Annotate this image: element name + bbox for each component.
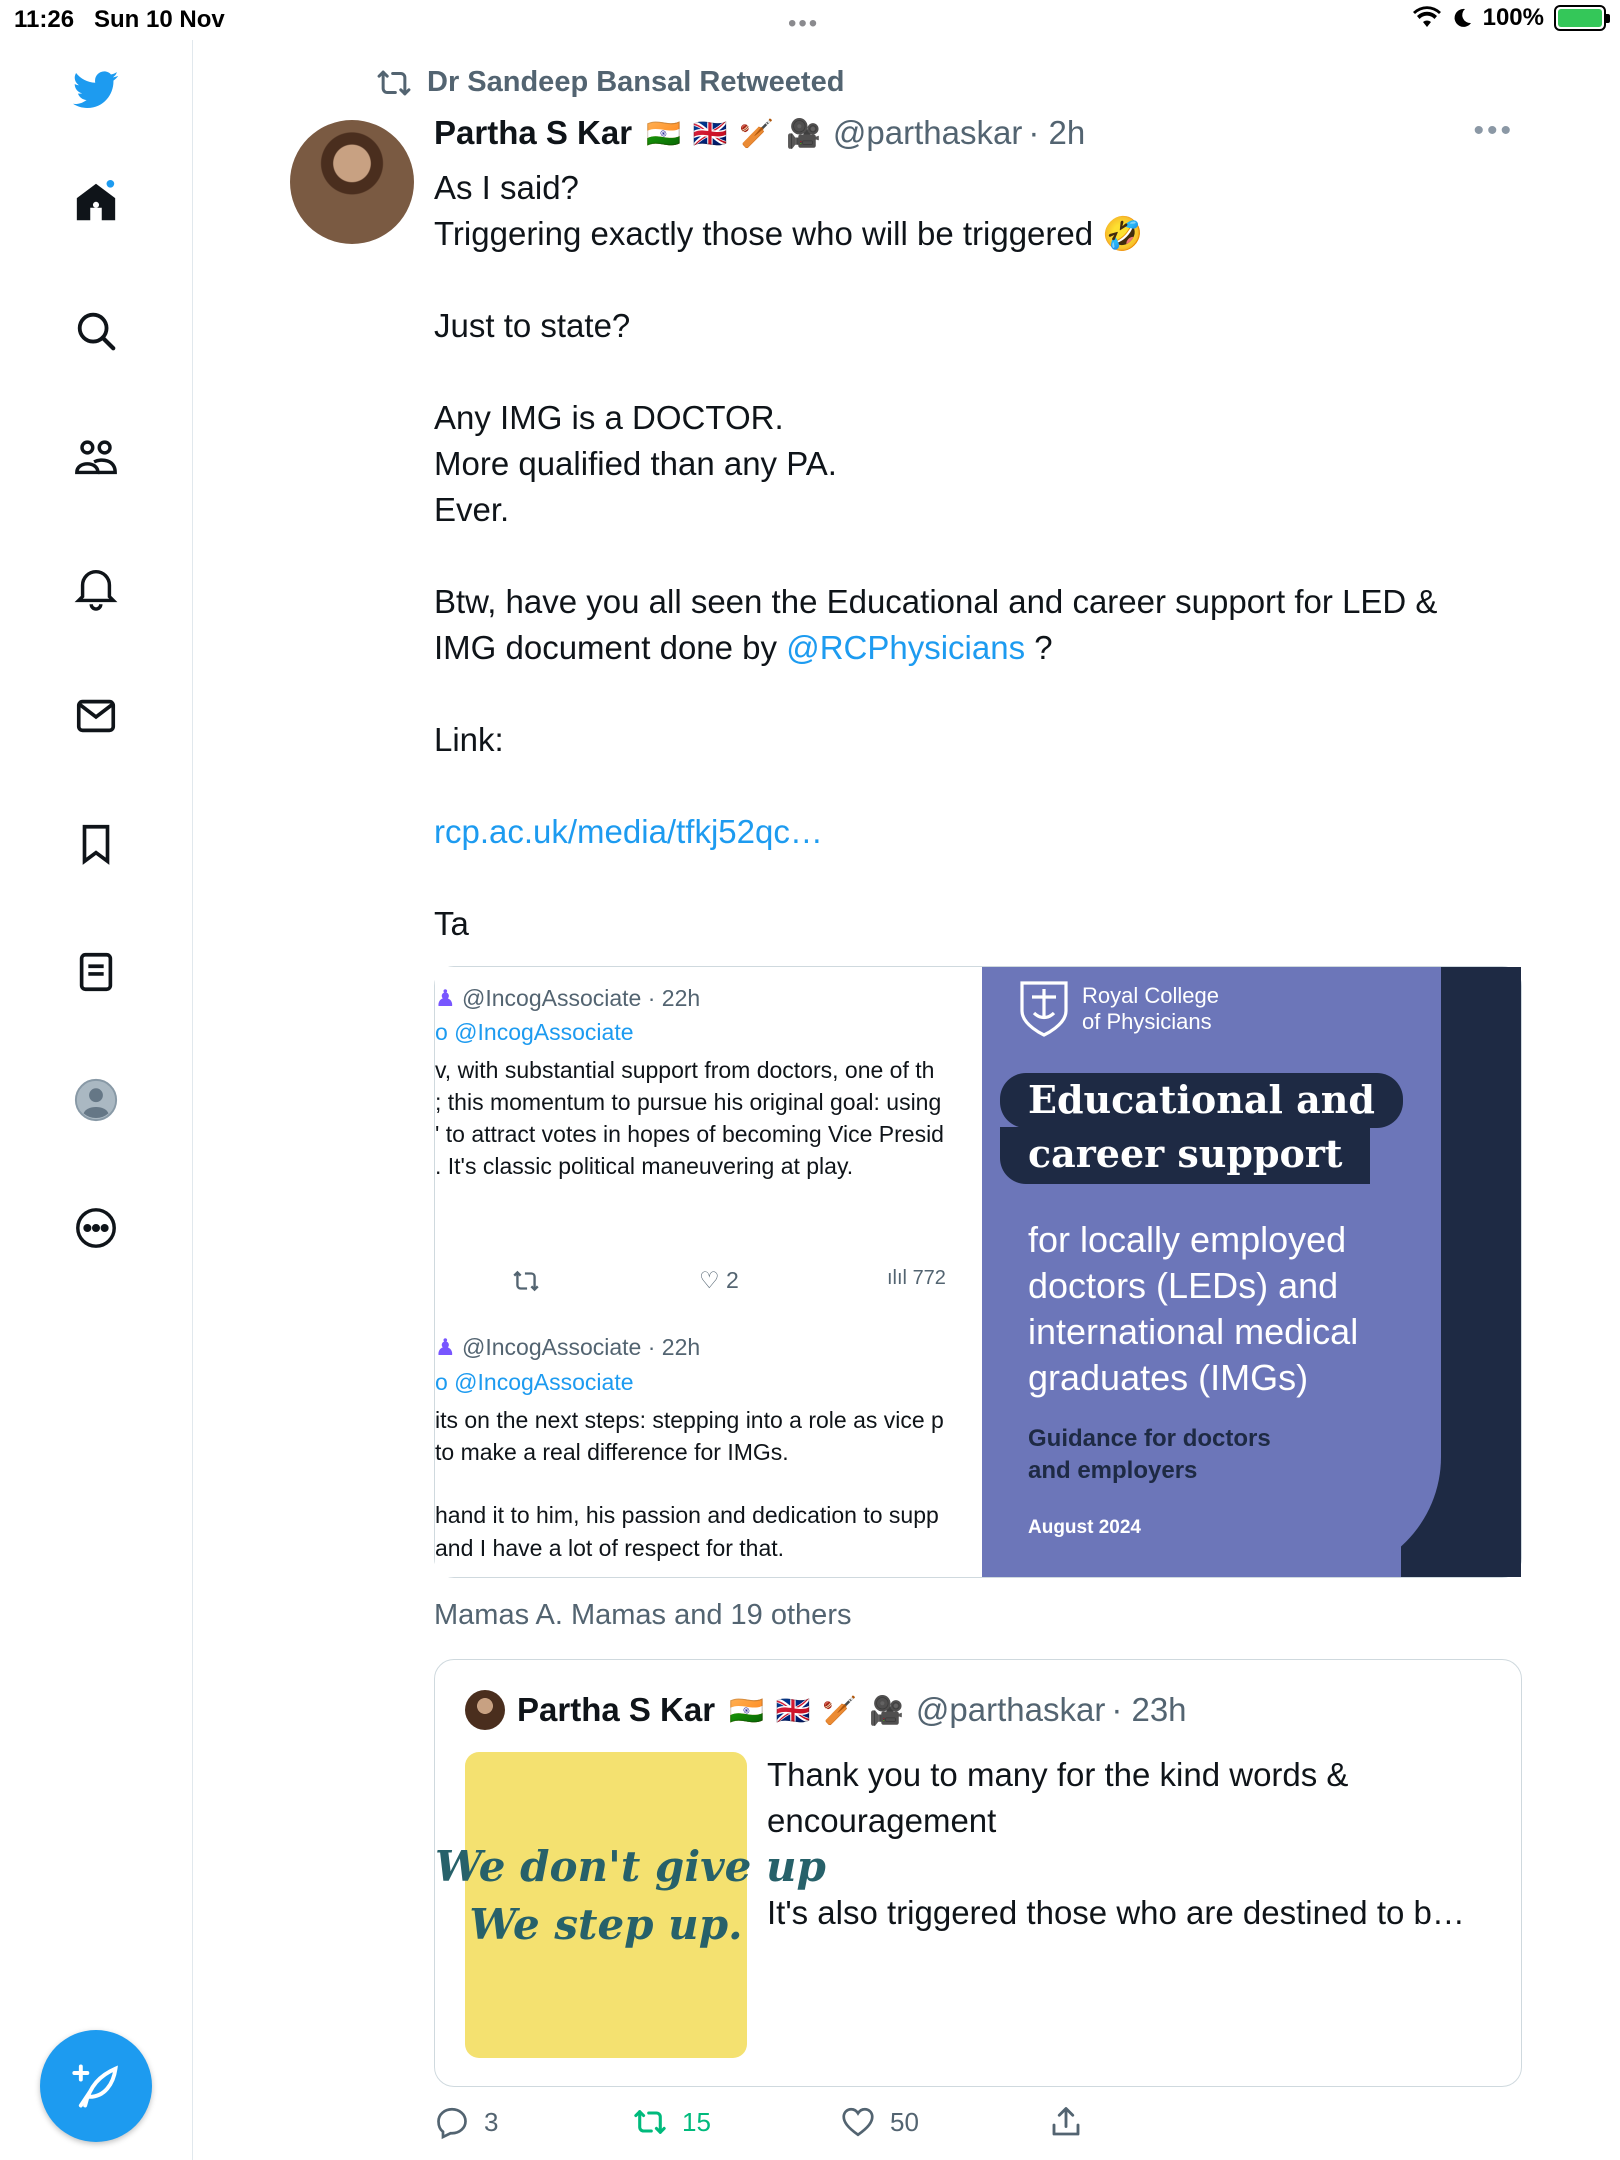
messages-envelope-icon[interactable]: [70, 690, 122, 742]
wifi-icon: [1413, 7, 1441, 29]
cover-date: August 2024: [1028, 1517, 1141, 1538]
multitasking-dots[interactable]: •••: [788, 10, 820, 37]
quoted-author-avatar: [465, 1690, 505, 1730]
media-text-line: ' to attract votes in hopes of becoming Vice Presid: [435, 1121, 944, 1147]
quoted-tweet-image[interactable]: [435, 1752, 826, 2058]
battery-percent: 100%: [1482, 4, 1544, 31]
media-text-line: v, with substantial support from doctors, one of th: [435, 1057, 935, 1083]
reply-icon: [434, 2104, 470, 2140]
sidebar: [0, 40, 193, 2160]
author-handle[interactable]: @parthaskar: [832, 114, 1023, 151]
tweet-text: ?: [1025, 629, 1053, 666]
ml-head-2: ♟ @IncogAssociate · 22h: [435, 1334, 701, 1360]
media-text-line: to make a real difference for IMGs.: [435, 1439, 789, 1465]
ml-retweet: [511, 1269, 551, 1299]
media-text-line: . It's classic political maneuvering at play.: [435, 1153, 854, 1179]
status-time: 11:26: [14, 6, 75, 33]
tweet-time: · 2h: [1028, 114, 1086, 151]
reply-button[interactable]: [434, 2104, 498, 2140]
image-text-line: We step up.: [469, 1900, 743, 1949]
quoted-author-name: Partha S Kar: [517, 1691, 716, 1728]
media-views: 772: [912, 1267, 946, 1289]
retweet-icon: [632, 2104, 668, 2140]
tweet-line: Just to state?: [434, 307, 631, 344]
tweet-actions: [434, 2104, 1074, 2148]
tweet-line-with-mention: [434, 625, 1524, 671]
like-button[interactable]: [840, 2104, 919, 2140]
status-bar: [0, 0, 1620, 40]
profile-avatar-icon[interactable]: [70, 1074, 122, 1126]
quoted-text-line: Thank you to many for the kind words &: [767, 1756, 1349, 1793]
media-handle: @IncogAssociate · 22h: [462, 1334, 701, 1360]
cover-guidance: [1028, 1423, 1271, 1487]
share-icon: [1048, 2104, 1084, 2140]
quoted-author-emojis: 🇮🇳 🇬🇧 🏏 🎥: [729, 1694, 906, 1726]
more-options-icon[interactable]: [70, 1202, 122, 1254]
tweet-line: Triggering exactly those who will be triggered 🤣: [434, 215, 1144, 252]
cover-guidance-line: Guidance for doctors: [1028, 1425, 1271, 1452]
media-text-line: and I have a lot of respect for that.: [435, 1535, 785, 1561]
author-avatar[interactable]: [290, 120, 414, 244]
media-reply-line: o @IncogAssociate: [435, 1369, 634, 1395]
moon-icon: [1451, 7, 1473, 29]
tweet-line: Ever.: [434, 491, 510, 528]
rcp-logo: [1016, 977, 1219, 1041]
q-img-text: [435, 1838, 826, 1954]
retweet-icon: [375, 68, 413, 98]
media-text-line: ; this momentum to pursue his original goal: using: [435, 1089, 942, 1115]
status-date: Sun 10 Nov: [94, 6, 225, 33]
cover-title-line: Educational and: [1000, 1073, 1403, 1128]
communities-icon[interactable]: [70, 433, 122, 485]
tweet-line: Btw, have you all seen the Educational and career support for LED &: [434, 583, 1438, 620]
lists-icon[interactable]: [70, 946, 122, 998]
rcp-logo-line: Royal College: [1082, 983, 1219, 1008]
ml-likes: ♡ 2: [699, 1267, 739, 1293]
author-emojis: 🇮🇳 🇬🇧 🏏 🎥: [646, 117, 823, 149]
tweet-line: Ta: [434, 905, 469, 942]
like-count: 50: [890, 2106, 919, 2137]
cover-guidance-line: and employers: [1028, 1457, 1198, 1484]
compose-feather-icon: [70, 2060, 122, 2112]
notifications-bell-icon[interactable]: [70, 561, 122, 613]
media-handle: @IncogAssociate · 22h: [462, 985, 701, 1011]
tweet-media[interactable]: [434, 966, 1522, 1578]
tweet-body: [434, 165, 1524, 947]
quoted-text-line: encouragement: [767, 1802, 997, 1839]
quoted-tweet-text: [767, 1752, 1487, 1936]
media-reply-line: o @IncogAssociate: [435, 1019, 634, 1045]
tweet-text: IMG document done by: [434, 629, 787, 666]
media-text-line: its on the next steps: stepping into a role as vice p: [435, 1407, 944, 1433]
rcp-crest-icon: [1016, 977, 1072, 1041]
tweet-more-icon[interactable]: •••: [1473, 114, 1514, 147]
quoted-tweet-header: [465, 1690, 1187, 1730]
media-likes: 2: [726, 1267, 739, 1293]
twitter-logo-icon[interactable]: [70, 64, 122, 116]
heart-icon: [840, 2104, 876, 2140]
quoted-tweet[interactable]: [434, 1659, 1522, 2087]
retweeted-by-line[interactable]: [375, 66, 844, 99]
status-right: [1413, 4, 1606, 32]
ml-head-1: ♟ @IncogAssociate · 22h: [435, 985, 701, 1011]
media-text-line: hand it to him, his passion and dedication to supp: [435, 1502, 939, 1528]
media-screenshot-image[interactable]: [435, 967, 982, 1577]
media-retweet-icon: [511, 1269, 541, 1293]
retweeted-by-text: Dr Sandeep Bansal Retweeted: [427, 66, 845, 98]
bookmarks-icon[interactable]: [70, 818, 122, 870]
image-text-line: We don't give up: [435, 1842, 826, 1891]
rcp-logo-line: of Physicians: [1082, 1009, 1212, 1034]
retweet-button[interactable]: [632, 2104, 711, 2140]
home-icon[interactable]: [70, 176, 122, 228]
tweet-line: More qualified than any PA.: [434, 445, 837, 482]
author-name[interactable]: Partha S Kar: [434, 114, 633, 151]
reply-count: 3: [484, 2106, 499, 2137]
quoted-tweet-time: · 23h: [1111, 1691, 1187, 1728]
tweet-header: [434, 114, 1514, 152]
ml-views: ılıl 772: [887, 1267, 946, 1289]
quoted-text-line: It's also triggered those who are destined to b…: [767, 1894, 1465, 1931]
search-icon[interactable]: [70, 305, 122, 357]
cover-title-line: career support: [1000, 1127, 1370, 1184]
retweet-count: 15: [682, 2106, 711, 2137]
liked-by-text[interactable]: Mamas A. Mamas and 19 others: [434, 1599, 852, 1631]
tweet-line: Link:: [434, 721, 504, 758]
mention-link[interactable]: @RCPhysicians: [786, 629, 1026, 666]
media-rcp-cover-image[interactable]: [982, 967, 1521, 1577]
share-button[interactable]: [1048, 2104, 1084, 2140]
quoted-author-handle: @parthaskar: [915, 1691, 1106, 1728]
tweet-line: As I said?: [434, 169, 579, 206]
battery-icon: [1554, 5, 1606, 31]
url-link[interactable]: rcp.ac.uk/media/tfkj52qc…: [434, 813, 823, 850]
cover-subtitle: for locally employed doctors (LEDs) and international medical graduates (IMGs): [1028, 1219, 1359, 1398]
tweet-line: Any IMG is a DOCTOR.: [434, 399, 784, 436]
compose-tweet-button[interactable]: [40, 2030, 152, 2142]
